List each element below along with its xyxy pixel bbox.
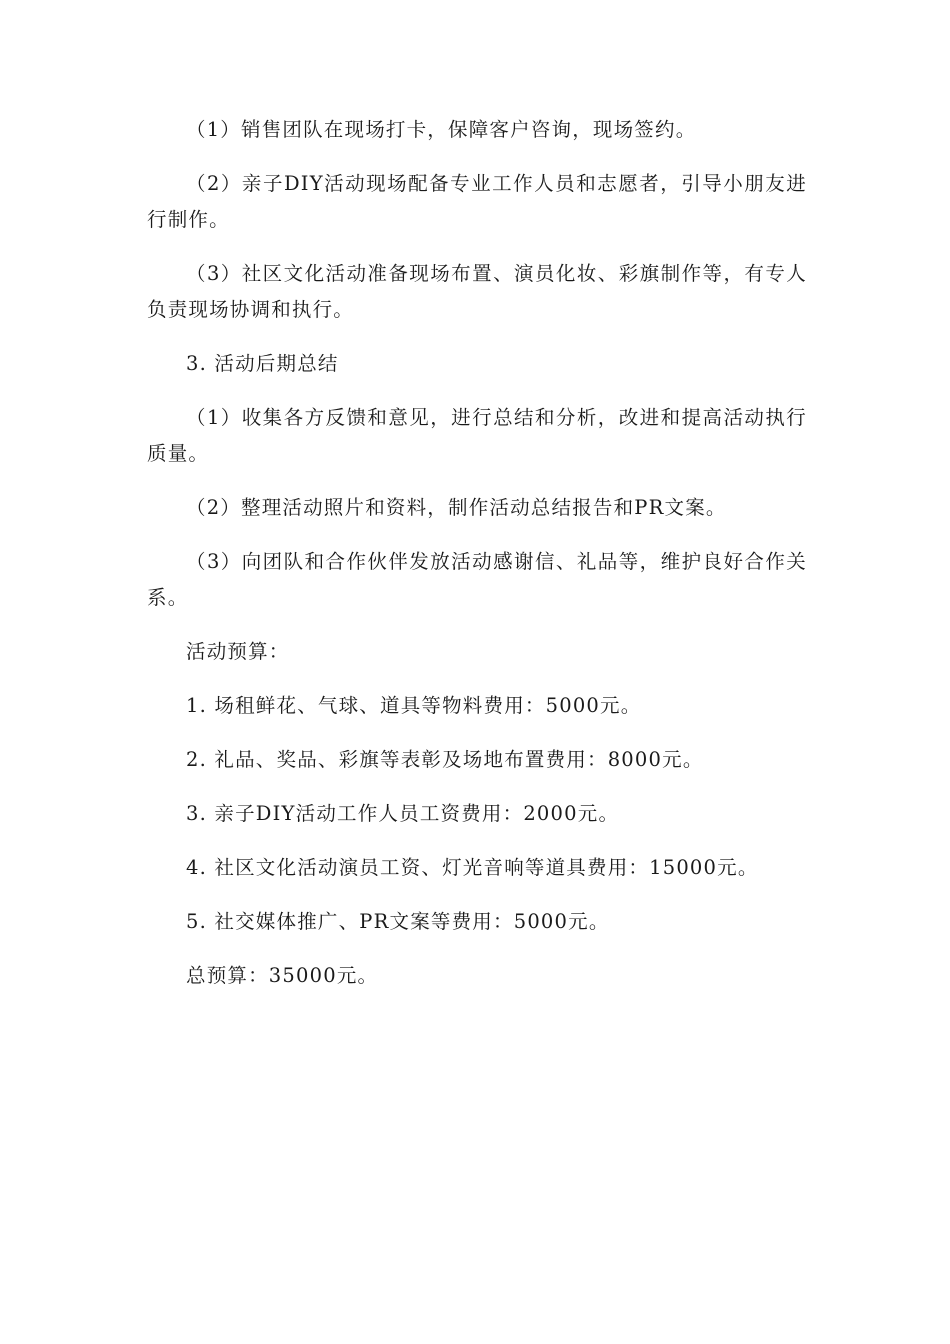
budget-item-diy-wages: 3. 亲子DIY活动工作人员工资费用：2000元。 — [186, 802, 620, 825]
budget-item-materials: 1. 场租鲜花、气球、道具等物料费用：5000元。 — [186, 694, 642, 717]
budget-item-gifts: 2. 礼品、奖品、彩旗等表彰及场地布置费用：8000元。 — [186, 748, 704, 771]
paragraph-thank-partners: （3）向团队和合作伙伴发放活动感谢信、礼品等，维护良好合作关系。 — [147, 550, 807, 609]
paragraph-organize-photos: （2）整理活动照片和资料，制作活动总结报告和PR文案。 — [186, 496, 727, 519]
budget-item-performers: 4. 社区文化活动演员工资、灯光音响等道具费用：15000元。 — [186, 856, 759, 879]
paragraph-sales-team: （1）销售团队在现场打卡，保障客户咨询，现场签约。 — [186, 118, 697, 141]
paragraph-collect-feedback: （1）收集各方反馈和意见，进行总结和分析，改进和提高活动执行质量。 — [147, 406, 807, 465]
section-heading-budget: 活动预算： — [186, 640, 290, 663]
paragraph-community-culture: （3）社区文化活动准备现场布置、演员化妆、彩旗制作等，有专人负责现场协调和执行。 — [147, 262, 807, 321]
paragraph-diy-staff: （2）亲子DIY活动现场配备专业工作人员和志愿者，引导小朋友进行制作。 — [147, 172, 807, 231]
budget-item-social-media: 5. 社交媒体推广、PR文案等费用：5000元。 — [186, 910, 610, 933]
section-heading-post-event-summary: 3. 活动后期总结 — [186, 352, 339, 375]
document-body — [147, 112, 807, 1012]
budget-total: 总预算：35000元。 — [186, 964, 379, 987]
